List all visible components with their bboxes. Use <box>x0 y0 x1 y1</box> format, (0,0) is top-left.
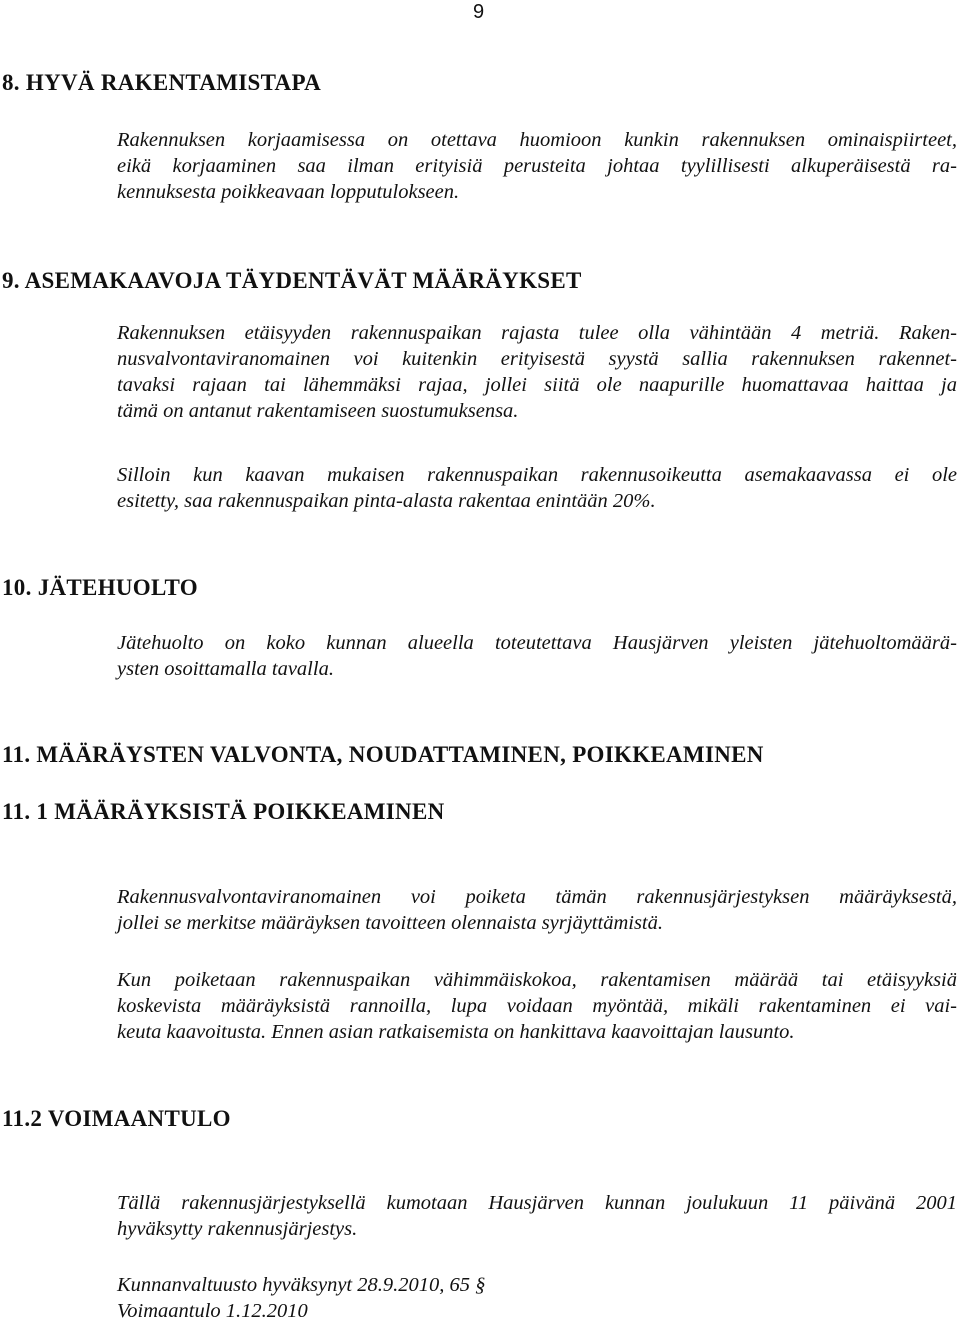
paragraph-line: hyväksytty rakennusjärjestys. <box>117 1218 358 1240</box>
paragraph-line: koskevista määräyksistä rannoilla, lupa voidaan myöntää, mikäli rakentaminen ei vai- <box>117 995 957 1017</box>
paragraph-line: Rakennuksen korjaamisessa on otettava huomioon kunkin rakennuksen ominaispiirteet, <box>117 129 957 151</box>
paragraph-line: Tällä rakennusjärjestyksellä kumotaan Hausjärven kunnan joulukuun 11 päivänä 2001 <box>117 1192 957 1214</box>
paragraph-line: Kun poiketaan rakennuspaikan vähimmäiskokoa, rakentamisen määrää tai etäisyyksiä <box>117 969 957 991</box>
section-9-heading: 9. ASEMAKAAVOJA TÄYDENTÄVÄT MÄÄRÄYKSET <box>2 268 582 293</box>
paragraph-line: eikä korjaaminen saa ilman erityisiä perusteita johtaa tyylillisesti alkuperäisestä ra- <box>117 155 957 177</box>
section-11-heading: 11. MÄÄRÄYSTEN VALVONTA, NOUDATTAMINEN, POIKKEAMINEN <box>2 742 764 767</box>
section-11-1-paragraph-2 <box>117 967 957 1045</box>
paragraph-line: Voimaantulo 1.12.2010 <box>117 1300 308 1322</box>
paragraph-line: Rakennuksen etäisyyden rakennuspaikan rajasta tulee olla vähintään 4 metriä. Raken- <box>117 322 957 344</box>
section-9-paragraph-1 <box>117 320 957 424</box>
paragraph-line: Rakennusvalvontaviranomainen voi poiketa tämän rakennusjärjestyksen määräyksestä, <box>117 886 957 908</box>
paragraph-line: Kunnanvaltuusto hyväksynyt 28.9.2010, 65 § <box>117 1274 486 1296</box>
section-9-paragraph-2 <box>117 462 957 514</box>
section-10-paragraph <box>117 630 957 682</box>
paragraph-line: jollei se merkitse määräyksen tavoitteen olennaista syrjäyttämistä. <box>117 912 663 934</box>
paragraph-line: kennuksesta poikkeavaan lopputulokseen. <box>117 181 460 203</box>
section-11-2-paragraph-2 <box>117 1272 957 1324</box>
paragraph-line: nusvalvontaviranomainen voi kuitenkin erityisestä syystä sallia rakennuksen rakennet- <box>117 348 957 370</box>
section-11-2-heading: 11.2 VOIMAANTULO <box>2 1106 231 1131</box>
section-11-1-paragraph-1 <box>117 884 957 936</box>
paragraph-line: tavaksi rajaan tai lähemmäksi rajaa, jollei siitä ole naapurille huomattavaa haittaa ja <box>117 374 957 396</box>
paragraph-line: ysten osoittamalla tavalla. <box>117 658 334 680</box>
paragraph-line: Jätehuolto on koko kunnan alueella toteutettava Hausjärven yleisten jätehuoltomäärä- <box>117 632 957 654</box>
page-number: 9 <box>473 1 485 23</box>
paragraph-line: esitetty, saa rakennuspaikan pinta-alasta rakentaa enintään 20%. <box>117 490 656 512</box>
section-8-paragraph <box>117 127 957 205</box>
paragraph-line: Silloin kun kaavan mukaisen rakennuspaikan rakennusoikeutta asemakaavassa ei ole <box>117 464 957 486</box>
section-8-heading: 8. HYVÄ RAKENTAMISTAPA <box>2 70 322 95</box>
section-11-2-paragraph-1 <box>117 1190 957 1242</box>
section-11-1-heading: 11. 1 MÄÄRÄYKSISTÄ POIKKEAMINEN <box>2 799 445 824</box>
paragraph-line: tämä on antanut rakentamiseen suostumuksensa. <box>117 400 519 422</box>
paragraph-line: keuta kaavoitusta. Ennen asian ratkaisemista on hankittava kaavoittajan lausunto. <box>117 1021 795 1043</box>
section-10-heading: 10. JÄTEHUOLTO <box>2 575 198 600</box>
